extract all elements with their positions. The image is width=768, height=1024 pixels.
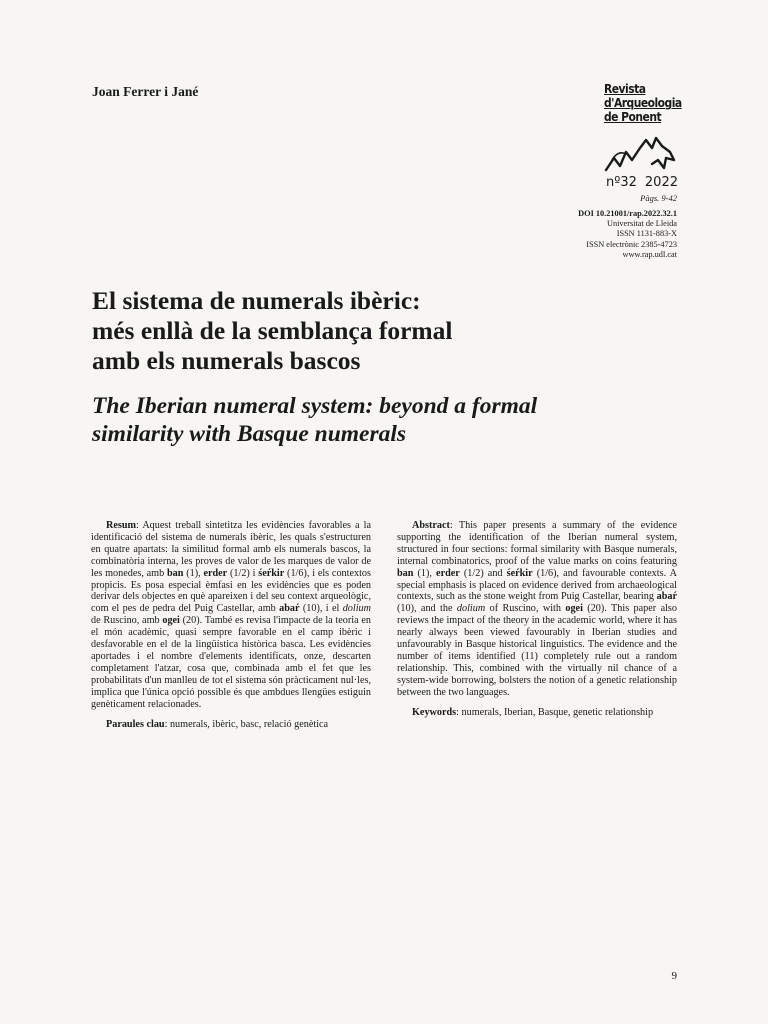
- title-catalan-line: amb els numerals bascos: [92, 346, 361, 375]
- paraules-clau-label: Paraules clau: [106, 718, 165, 730]
- paraules-clau-paragraph: Paraules clau: numerals, ibèric, basc, relació genètica: [106, 718, 329, 730]
- issue-number: nº32: [606, 175, 637, 190]
- issue-year: 2022: [644, 175, 678, 190]
- issn: ISSN 1131-883-X: [616, 229, 677, 239]
- title-catalan-line: El sistema de numerals ibèric:: [92, 286, 421, 315]
- issn-electronic: ISSN electrònic 2385-4723: [586, 239, 677, 249]
- logo-line-2: d'Arqueologia: [604, 95, 682, 110]
- resum-label: Resum: [106, 520, 136, 531]
- keywords-paragraph: Keywords: numerals, Iberian, Basque, genetic relationship: [412, 706, 654, 718]
- catalan-abstract-column: [91, 520, 371, 730]
- page-number: 9: [671, 970, 677, 982]
- title-catalan-line: més enllà de la semblança formal: [92, 316, 453, 345]
- title-english: [92, 392, 692, 448]
- journal-logo: [604, 82, 680, 174]
- title-english-line: The Iberian numeral system: beyond a formal: [92, 393, 538, 419]
- author-name: Joan Ferrer i Jané: [92, 84, 199, 99]
- university: Universitat de Lleida: [606, 219, 677, 229]
- doi: DOI 10.21001/rap.2022.32.1: [578, 209, 677, 218]
- keywords-label: Keywords: [412, 706, 457, 718]
- logo-line-1: Revista: [604, 81, 646, 96]
- journal-emblem-icon: [604, 130, 676, 174]
- resum-paragraph: Resum: Aquest treball sintetitza les evidències favorables a la identificació del sistema de numerals ibèric, les quals s'estructuren en quatre apartats: la similitud formal amb els numerals bascos, la combinatòria interna, les proves de valor de les marques de valor de les monedes, amb ban (1), erder (1/2) i śeŕkir (1/6), i els contextos propicis. Es posa especial èmfasi en les evidències que es poden derivar dels objectes en què apareixen i del seu context arqueològic, com el pes de pedra del Puig Castellar, amb abaŕ (10), i el dolium de Ruscino, amb ogei (20). També es revisa l'impacte de la teoria en el món acadèmic, quasi sempre favorable en el camp ibèric i desfavorable en el de la lingüística històrica basca. Les evidències aportades i el nombre d'elements identificats, onze, descarten completament l'atzar, cosa que, combinada amb el fet que les probabilitats d'un manlleu de tot el sistema són pràcticament nul·les, implica que l'única opció possible és que ambdues llengües estiguin genèticament relacionades.: [91, 520, 371, 710]
- abstract-label: Abstract: [412, 520, 450, 531]
- title-catalan: [92, 286, 692, 376]
- english-abstract-column: [397, 520, 677, 719]
- page-range: Pàgs. 9-42: [640, 193, 677, 203]
- title-english-line: similarity with Basque numerals: [92, 421, 407, 447]
- website: www.rap.udl.cat: [622, 249, 677, 259]
- issue-line: [606, 175, 678, 190]
- publication-metadata: [578, 209, 677, 260]
- logo-line-3: de Ponent: [604, 109, 662, 124]
- abstract-paragraph: Abstract: This paper presents a summary of the evidence supporting the identification of the Iberian numeral system, structured in four sections: formal similarity with Basque numerals, internal combinatorics, proof of the value marks on coins featuring ban (1), erder (1/2) and śeŕkir (1/6), and favourable contexts. A special emphasis is placed on evidence derived from archaeological contexts, such as the stone weight from Puig Castellar, bearing abaŕ (10), and the dolium of Ruscino, with ogei (20). This paper also reviews the impact of the theory in the academic world, where it has nearly always been viewed favourably in Iberian studies and unfavourably in Basque historical linguistics. The evidence and the number of items identified (11) completely rule out a random relationship. This, combined with the virtually nil chance of a system-wide borrowing, bolsters the notion of a genetic relationship between the two languages.: [397, 520, 677, 698]
